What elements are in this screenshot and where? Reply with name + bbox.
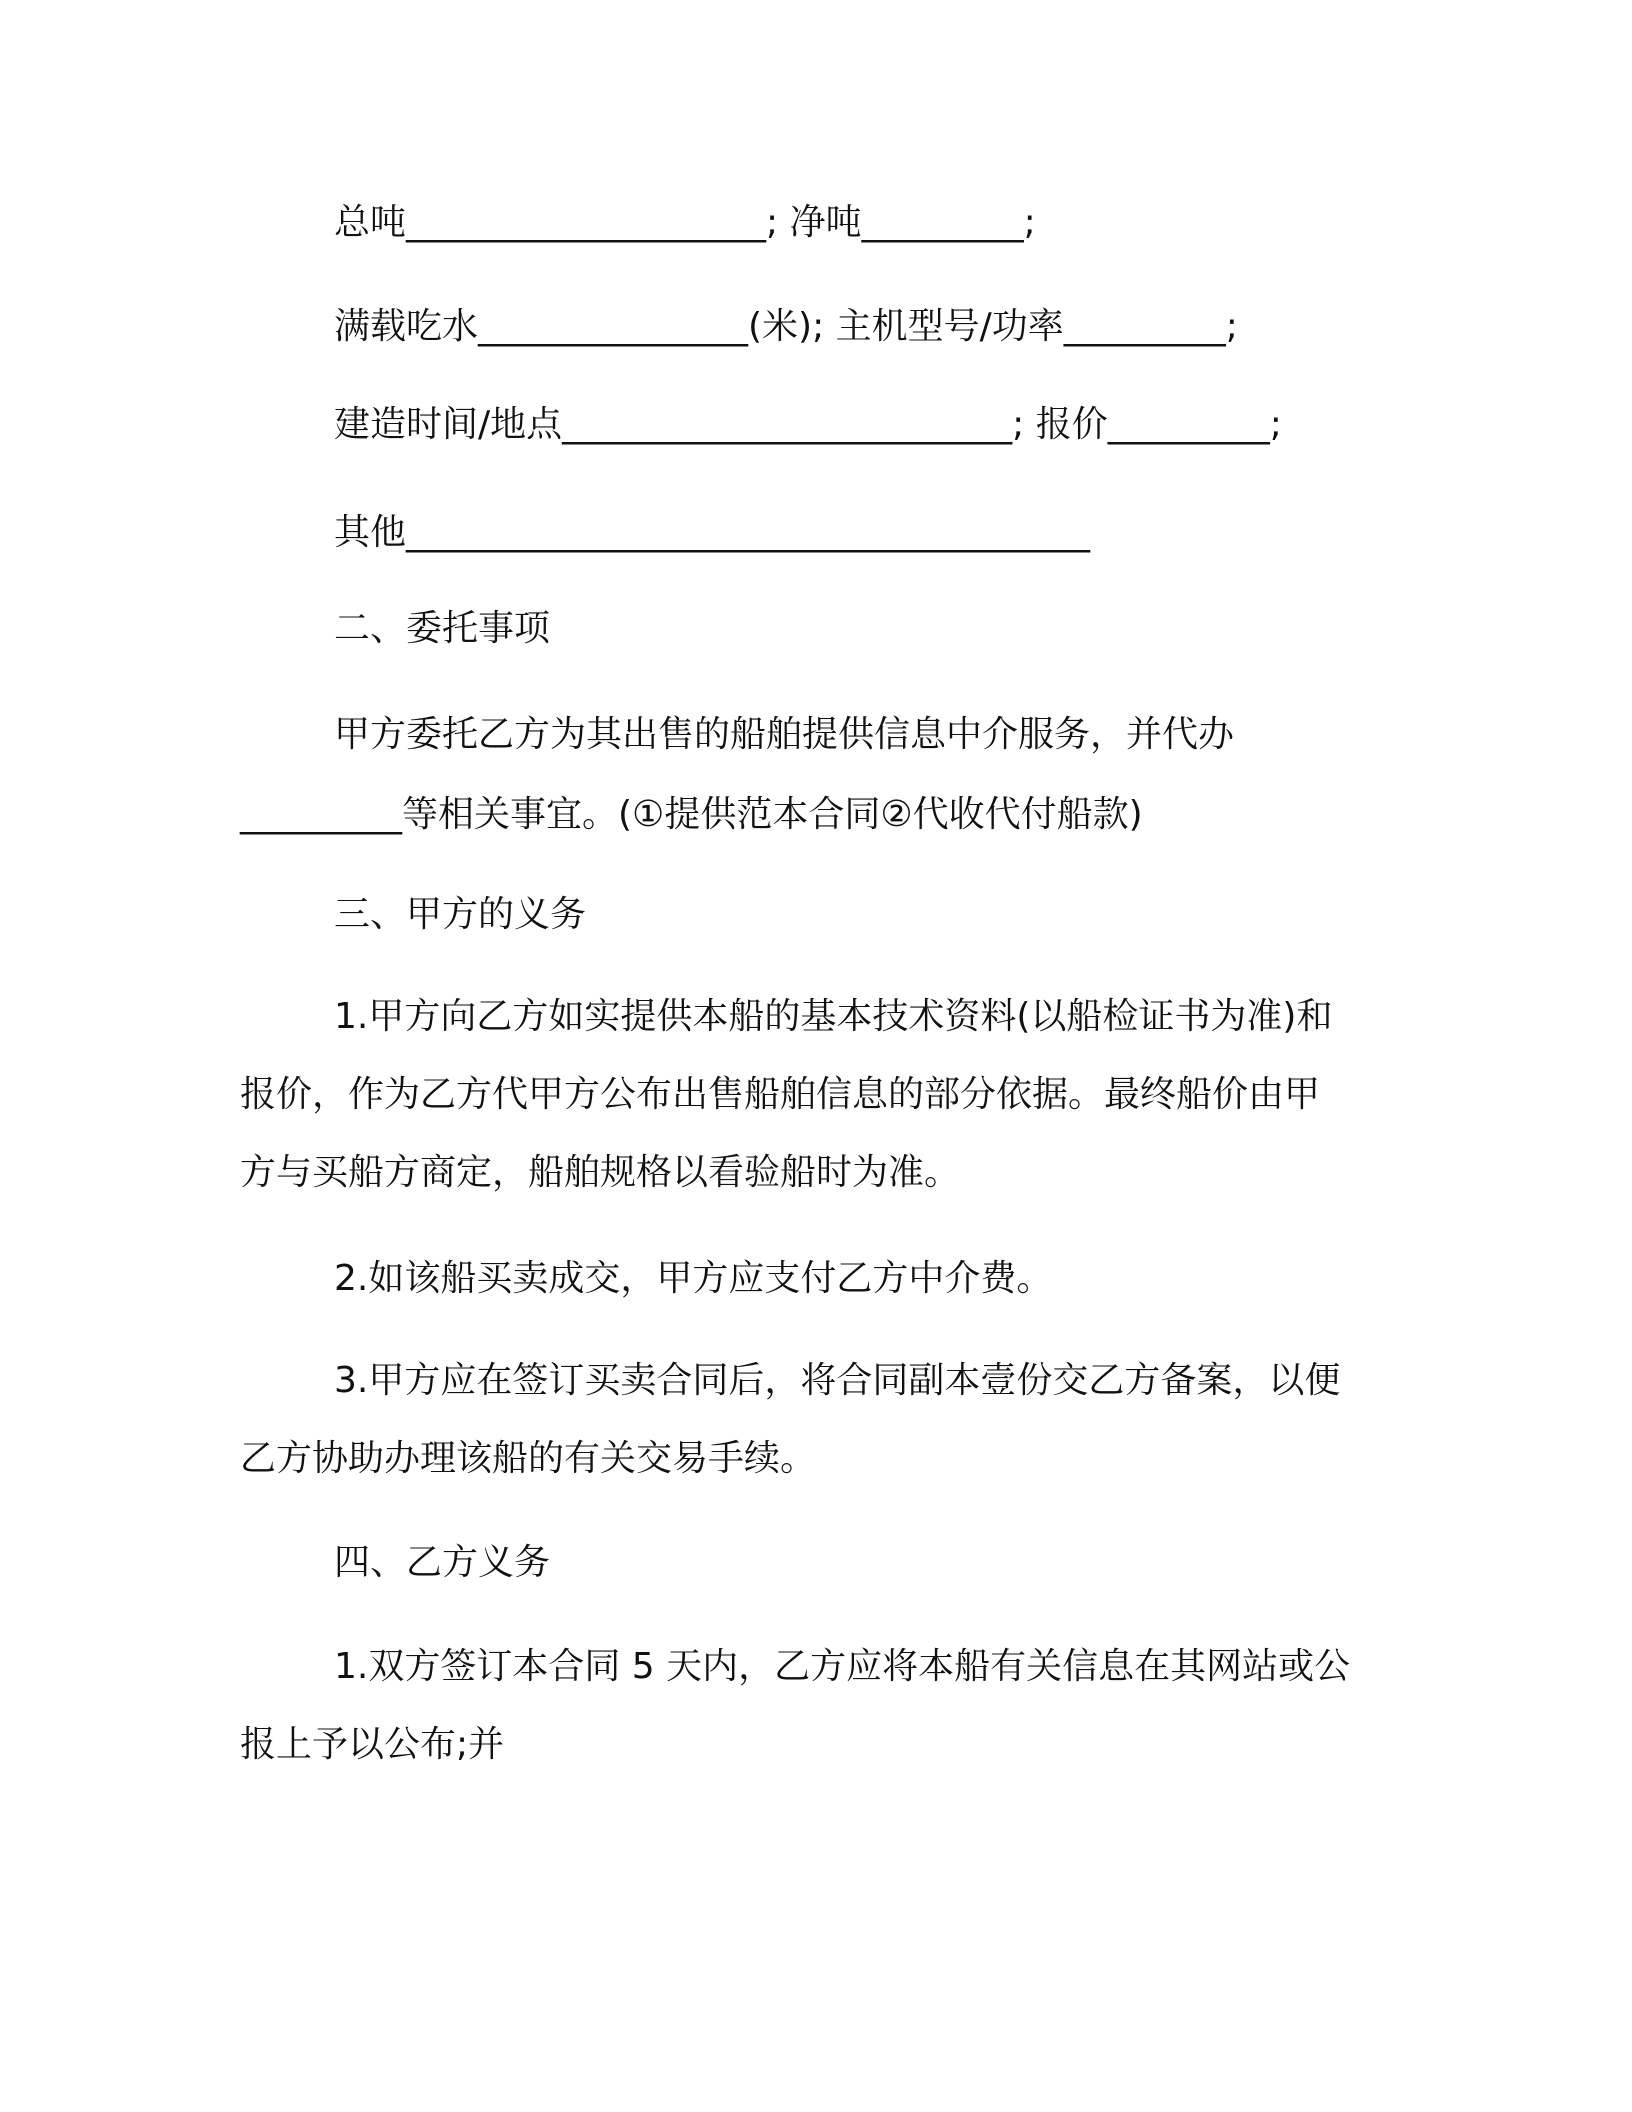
paragraph-line: _________等相关事宜。(①提供范本合同②代收代付船款) [240, 794, 1143, 835]
paragraph-line: 1.双方签订本合同 5 天内，乙方应将本船有关信息在其网站或公 [334, 1646, 1351, 1687]
paragraph-line: 2.如该船买卖成交，甲方应支付乙方中介费。 [334, 1258, 1053, 1299]
paragraph-line: 1.甲方向乙方如实提供本船的基本技术资料(以船检证书为准)和 [334, 996, 1333, 1037]
line-build-price: 建造时间/地点_________________________; 报价_________; [334, 404, 1282, 445]
paragraph-line: 方与买船方商定，船舶规格以看验船时为准。 [240, 1152, 961, 1193]
section-heading-4: 四、乙方义务 [334, 1542, 551, 1583]
section-heading-3: 三、甲方的义务 [334, 894, 587, 935]
line-other: 其他______________________________________ [334, 512, 1090, 553]
section-heading-2: 二、委托事项 [334, 608, 551, 649]
paragraph-line: 乙方协助办理该船的有关交易手续。 [240, 1438, 817, 1479]
line-draft-engine: 满载吃水_______________(米); 主机型号/功率_________; [334, 306, 1238, 347]
line-gross-net-tonnage: 总吨____________________; 净吨_________; [334, 202, 1036, 243]
paragraph-line: 甲方委托乙方为其出售的船舶提供信息中介服务，并代办 [334, 714, 1235, 755]
paragraph-line: 3.甲方应在签订买卖合同后，将合同副本壹份交乙方备案，以便 [334, 1360, 1341, 1401]
paragraph-line: 报上予以公布;并 [240, 1724, 505, 1765]
paragraph-line: 报价，作为乙方代甲方公布出售船舶信息的部分依据。最终船价由甲 [240, 1074, 1321, 1115]
